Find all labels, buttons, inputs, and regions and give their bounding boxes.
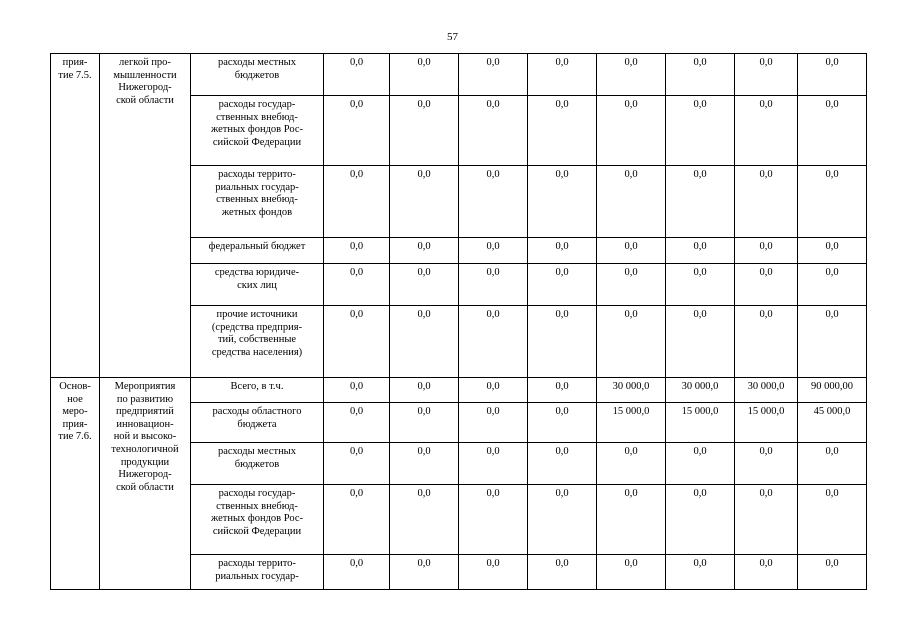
- value-cell: 0,0: [597, 166, 666, 238]
- value-cell: 0,0: [528, 555, 597, 590]
- value-cell: 0,0: [597, 443, 666, 485]
- value-cell: 0,0: [459, 306, 528, 378]
- value-cell: 0,0: [597, 306, 666, 378]
- value-cell: 0,0: [798, 54, 867, 96]
- value-cell: 0,0: [390, 166, 459, 238]
- value-cell: 0,0: [390, 306, 459, 378]
- value-cell: 0,0: [666, 54, 735, 96]
- value-cell: 0,0: [528, 96, 597, 166]
- value-cell: 30 000,0: [597, 378, 666, 403]
- value-cell: 0,0: [390, 485, 459, 555]
- value-cell: 0,0: [459, 96, 528, 166]
- value-cell: 0,0: [597, 555, 666, 590]
- funding-source-cell: федеральный бюджет: [191, 238, 324, 264]
- value-cell: 0,0: [390, 96, 459, 166]
- value-cell: 0,0: [459, 443, 528, 485]
- value-cell: 0,0: [390, 443, 459, 485]
- value-cell: 0,0: [798, 555, 867, 590]
- value-cell: 0,0: [528, 264, 597, 306]
- event-name-cell: Мероприятия по развитию предприятий инновацион- ной и высоко- технологичной продукции Нижегород- ской области: [100, 378, 191, 590]
- funding-source-cell: расходы государ- ственных внебюд- жетных фондов Рос- сийской Федерации: [191, 485, 324, 555]
- funding-source-cell: Всего, в т.ч.: [191, 378, 324, 403]
- value-cell: 45 000,0: [798, 403, 867, 443]
- value-cell: 0,0: [597, 238, 666, 264]
- value-cell: 0,0: [735, 96, 798, 166]
- value-cell: 0,0: [735, 238, 798, 264]
- value-cell: 0,0: [324, 403, 390, 443]
- value-cell: 0,0: [528, 443, 597, 485]
- value-cell: 0,0: [666, 264, 735, 306]
- value-cell: 0,0: [459, 403, 528, 443]
- value-cell: 0,0: [597, 96, 666, 166]
- value-cell: 0,0: [798, 264, 867, 306]
- value-cell: 0,0: [666, 96, 735, 166]
- value-cell: 0,0: [528, 306, 597, 378]
- funding-source-cell: расходы областного бюджета: [191, 403, 324, 443]
- value-cell: 0,0: [324, 166, 390, 238]
- value-cell: 0,0: [597, 264, 666, 306]
- value-cell: 0,0: [798, 443, 867, 485]
- funding-source-cell: расходы местных бюджетов: [191, 54, 324, 96]
- value-cell: 0,0: [666, 306, 735, 378]
- value-cell: 0,0: [798, 96, 867, 166]
- value-cell: 0,0: [390, 264, 459, 306]
- value-cell: 0,0: [798, 238, 867, 264]
- value-cell: 0,0: [735, 306, 798, 378]
- value-cell: 15 000,0: [666, 403, 735, 443]
- value-cell: 0,0: [324, 306, 390, 378]
- page-number: 57: [447, 31, 458, 43]
- budget-table: [50, 53, 867, 590]
- funding-source-cell: расходы террито- риальных государ- ственных внебюд- жетных фондов: [191, 166, 324, 238]
- value-cell: 0,0: [324, 555, 390, 590]
- value-cell: 15 000,0: [735, 403, 798, 443]
- value-cell: 0,0: [324, 96, 390, 166]
- funding-source-cell: расходы местных бюджетов: [191, 443, 324, 485]
- value-cell: 0,0: [528, 166, 597, 238]
- value-cell: 0,0: [324, 443, 390, 485]
- value-cell: 0,0: [735, 555, 798, 590]
- value-cell: 30 000,0: [735, 378, 798, 403]
- value-cell: 15 000,0: [597, 403, 666, 443]
- value-cell: 30 000,0: [666, 378, 735, 403]
- value-cell: 0,0: [528, 485, 597, 555]
- value-cell: 0,0: [735, 166, 798, 238]
- value-cell: 0,0: [528, 238, 597, 264]
- value-cell: 0,0: [597, 485, 666, 555]
- value-cell: 0,0: [459, 378, 528, 403]
- value-cell: 0,0: [459, 238, 528, 264]
- value-cell: 0,0: [735, 485, 798, 555]
- table-row: [51, 54, 867, 96]
- value-cell: 0,0: [390, 378, 459, 403]
- value-cell: 0,0: [324, 54, 390, 96]
- table-row: [51, 378, 867, 403]
- value-cell: 0,0: [324, 485, 390, 555]
- value-cell: 90 000,00: [798, 378, 867, 403]
- value-cell: 0,0: [390, 555, 459, 590]
- value-cell: 0,0: [735, 443, 798, 485]
- value-cell: 0,0: [528, 378, 597, 403]
- value-cell: 0,0: [390, 54, 459, 96]
- value-cell: 0,0: [324, 264, 390, 306]
- value-cell: 0,0: [666, 166, 735, 238]
- value-cell: 0,0: [459, 166, 528, 238]
- value-cell: 0,0: [528, 403, 597, 443]
- value-cell: 0,0: [798, 166, 867, 238]
- funding-source-cell: расходы террито- риальных государ-: [191, 555, 324, 590]
- value-cell: 0,0: [798, 306, 867, 378]
- value-cell: 0,0: [528, 54, 597, 96]
- value-cell: 0,0: [735, 264, 798, 306]
- value-cell: 0,0: [459, 54, 528, 96]
- value-cell: 0,0: [390, 238, 459, 264]
- value-cell: 0,0: [324, 238, 390, 264]
- event-number-cell: Основ- ное меро- прия- тие 7.6.: [51, 378, 100, 590]
- value-cell: 0,0: [324, 378, 390, 403]
- value-cell: 0,0: [666, 485, 735, 555]
- event-name-cell: легкой про- мышленности Нижегород- ской области: [100, 54, 191, 378]
- funding-source-cell: прочие источники (средства предприя- тий, собственные средства населения): [191, 306, 324, 378]
- value-cell: 0,0: [459, 555, 528, 590]
- value-cell: 0,0: [666, 443, 735, 485]
- value-cell: 0,0: [798, 485, 867, 555]
- value-cell: 0,0: [666, 238, 735, 264]
- value-cell: 0,0: [459, 264, 528, 306]
- value-cell: 0,0: [597, 54, 666, 96]
- value-cell: 0,0: [666, 555, 735, 590]
- funding-source-cell: расходы государ- ственных внебюд- жетных фондов Рос- сийской Федерации: [191, 96, 324, 166]
- value-cell: 0,0: [390, 403, 459, 443]
- value-cell: 0,0: [735, 54, 798, 96]
- event-number-cell: прия- тие 7.5.: [51, 54, 100, 378]
- funding-source-cell: средства юридиче- ских лиц: [191, 264, 324, 306]
- value-cell: 0,0: [459, 485, 528, 555]
